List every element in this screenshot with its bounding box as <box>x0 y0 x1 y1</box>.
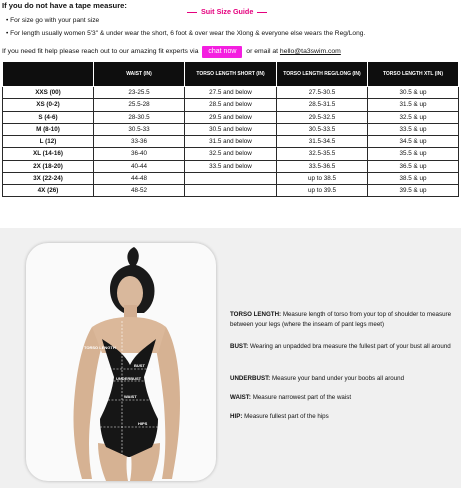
figure-label-hips: HIPS <box>138 421 148 426</box>
short-cell <box>185 185 277 197</box>
reg-long-cell: 28.5-31.5 <box>277 99 368 111</box>
figure-label-torso: TORSO LENGTH <box>84 345 116 350</box>
waist-cell: 36-40 <box>94 148 185 160</box>
torso-description <box>230 310 456 329</box>
waist-description-title: WAIST: <box>230 394 251 401</box>
table-row <box>3 87 459 99</box>
table-row <box>3 99 459 111</box>
title-dash-left <box>187 12 197 13</box>
short-cell: 32.5 and below <box>185 148 277 160</box>
size-chart-table <box>2 61 459 197</box>
reg-long-cell: up to 39.5 <box>277 185 368 197</box>
waist-cell: 28-30.5 <box>94 111 185 123</box>
reg-long-cell: 27.5-30.5 <box>277 87 368 99</box>
size-tip-pant: • For size go with your pant size <box>6 17 100 24</box>
fit-help-line <box>2 46 341 58</box>
size-cell: XS (0-2) <box>3 99 94 111</box>
figure-label-waist: WAIST <box>124 394 137 399</box>
xtl-cell: 32.5 & up <box>368 111 459 123</box>
short-cell: 33.5 and below <box>185 160 277 172</box>
reg-long-cell: 30.5-33.5 <box>277 123 368 135</box>
header-torso-reg-long: TORSO LENGTH REG/LONG (IN) <box>277 62 368 87</box>
hip-description-title: HIP: <box>230 413 243 420</box>
xtl-cell: 39.5 & up <box>368 185 459 197</box>
figure-label-bust: BUST <box>134 363 145 368</box>
reg-long-cell: 29.5-32.5 <box>277 111 368 123</box>
measurement-section <box>0 228 461 488</box>
xtl-cell: 31.5 & up <box>368 99 459 111</box>
short-cell <box>185 172 277 184</box>
size-cell: M (8-10) <box>3 123 94 135</box>
underbust-description-text: Measure your band under your boobs all around <box>270 375 405 382</box>
suit-size-guide-title <box>183 7 271 16</box>
size-cell: XXS (00) <box>3 87 94 99</box>
waist-cell: 44-48 <box>94 172 185 184</box>
waist-description-text: Measure narrowest part of the waist <box>250 394 352 401</box>
waist-cell: 40-44 <box>94 160 185 172</box>
xtl-cell: 34.5 & up <box>368 136 459 148</box>
waist-cell: 23-25.5 <box>94 87 185 99</box>
fit-help-prefix: If you need fit help please reach out to our amazing fit experts via <box>2 48 199 55</box>
tape-measure-note: If you do not have a tape measure: <box>2 1 127 10</box>
face-shape <box>117 276 143 310</box>
reg-long-cell: 31.5-34.5 <box>277 136 368 148</box>
hip-description <box>230 412 456 422</box>
short-cell: 30.5 and below <box>185 123 277 135</box>
size-cell: 4X (26) <box>3 185 94 197</box>
waist-cell: 48-52 <box>94 185 185 197</box>
size-cell: L (12) <box>3 136 94 148</box>
fit-help-middle: or email at <box>246 48 279 55</box>
title-dash-right <box>257 12 267 13</box>
waist-cell: 33-36 <box>94 136 185 148</box>
figure-label-underbust: UNDERBUST <box>116 376 142 381</box>
neck-shape <box>124 305 137 319</box>
waist-cell: 30.5-33 <box>94 123 185 135</box>
length-tip-height: • For length usually women 5'3" & under wear the short, 6 foot & over wear the Xlong & everyone else wears the Reg/Long. <box>6 30 366 37</box>
bust-description <box>230 342 456 352</box>
torso-description-text: Measure length of torso from your top of shoulder to measure between your legs (where the inseam of pant legs meet) <box>230 311 452 328</box>
chat-now-button[interactable]: chat now <box>202 46 242 58</box>
waist-cell: 25.5-28 <box>94 99 185 111</box>
xtl-cell: 30.5 & up <box>368 87 459 99</box>
waist-description <box>230 393 456 403</box>
header-size <box>3 62 94 87</box>
underbust-description <box>230 374 456 384</box>
table-row <box>3 172 459 184</box>
short-cell: 31.5 and below <box>185 136 277 148</box>
table-row <box>3 136 459 148</box>
bust-description-title: BUST: <box>230 343 249 350</box>
size-cell: 3X (22-24) <box>3 172 94 184</box>
model-illustration <box>26 243 216 481</box>
table-row <box>3 185 459 197</box>
email-link[interactable]: hello@ta3swim.com <box>279 48 341 55</box>
header-waist: WAIST (IN) <box>94 62 185 87</box>
bust-description-text: Wearing an unpadded bra measure the fullest part of your bust all around <box>248 343 451 350</box>
xtl-cell: 36.5 & up <box>368 160 459 172</box>
header-torso-xtl: TORSO LENGTH XTL (IN) <box>368 62 459 87</box>
suit-size-guide-text: Suit Size Guide <box>201 7 254 16</box>
reg-long-cell: 32.5-35.5 <box>277 148 368 160</box>
size-cell: XL (14-16) <box>3 148 94 160</box>
xtl-cell: 33.5 & up <box>368 123 459 135</box>
torso-description-title: TORSO LENGTH: <box>230 311 282 318</box>
table-row <box>3 160 459 172</box>
table-row <box>3 123 459 135</box>
reg-long-cell: 33.5-36.5 <box>277 160 368 172</box>
reg-long-cell: up to 38.5 <box>277 172 368 184</box>
hip-description-text: Measure fullest part of the hips <box>242 413 329 420</box>
table-header-row <box>3 62 459 87</box>
short-cell: 27.5 and below <box>185 87 277 99</box>
table-row <box>3 111 459 123</box>
size-guide-top-section <box>0 0 461 228</box>
underbust-description-title: UNDERBUST: <box>230 375 271 382</box>
table-row <box>3 148 459 160</box>
size-cell: S (4-6) <box>3 111 94 123</box>
size-cell: 2X (18-20) <box>3 160 94 172</box>
short-cell: 29.5 and below <box>185 111 277 123</box>
short-cell: 28.5 and below <box>185 99 277 111</box>
xtl-cell: 38.5 & up <box>368 172 459 184</box>
xtl-cell: 35.5 & up <box>368 148 459 160</box>
header-torso-short: TORSO LENGTH SHORT (IN) <box>185 62 277 87</box>
model-illustration-card <box>26 243 216 481</box>
